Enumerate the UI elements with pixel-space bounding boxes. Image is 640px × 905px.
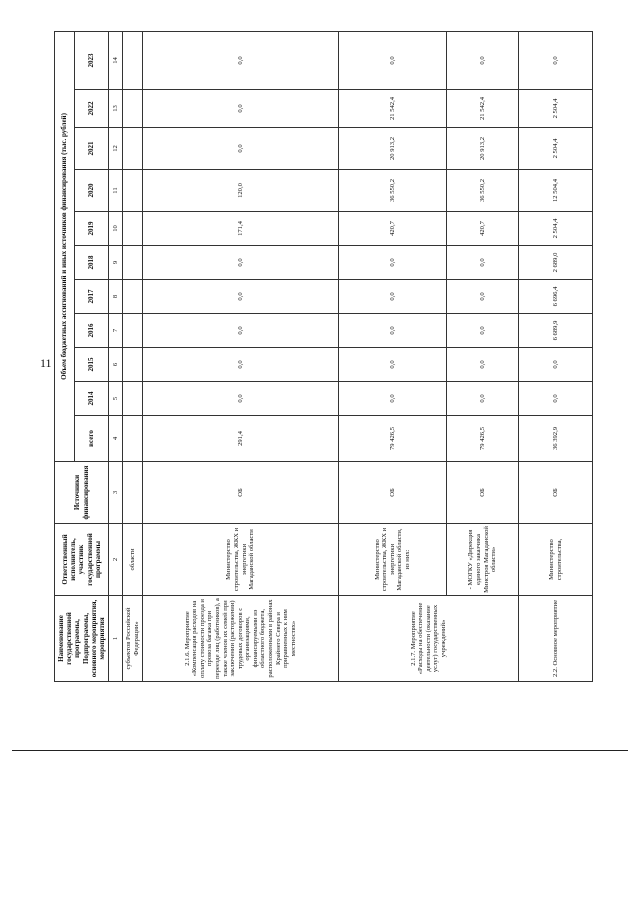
row-value: 0,0 [447, 348, 519, 382]
row-value: 12 504,4 [519, 170, 593, 212]
row-value: 2 504,4 [519, 128, 593, 170]
header-year: 2021 [75, 128, 109, 170]
header-volume: Объем бюджетных ассигнований и иных источников финансирования (тыс. рублей) [55, 31, 75, 461]
row-executor: Министерство строительства, ЖКХ и энергетики Магаданской области, из них: [339, 524, 447, 596]
row-source: ОБ [519, 462, 593, 524]
row-value: 2 504,4 [519, 90, 593, 128]
row-value: 0,0 [339, 314, 447, 348]
header-year: 2017 [75, 280, 109, 314]
row-name: 2.2. Основное мероприятие [519, 596, 593, 682]
row-value: 0,0 [339, 382, 447, 416]
column-number: 6 [109, 348, 123, 382]
header-executor: Ответственный исполнитель, участник государственной программы [55, 524, 109, 596]
row-source: ОБ [339, 462, 447, 524]
row-value: 0,0 [519, 31, 593, 89]
column-number: 10 [109, 212, 123, 246]
row-value: 0,0 [143, 128, 339, 170]
row-value: 171,4 [143, 212, 339, 246]
rotated-table-wrapper [54, 32, 592, 682]
row-value: 21 542,4 [447, 90, 519, 128]
column-number: 14 [109, 31, 123, 89]
row-value: 0,0 [143, 246, 339, 280]
table-row [339, 31, 447, 681]
row-value: 0,0 [447, 31, 519, 89]
row-value [123, 170, 143, 212]
row-value: 0,0 [143, 314, 339, 348]
header-year: 2014 [75, 382, 109, 416]
row-value: 6 689,9 [519, 314, 593, 348]
row-value: 0,0 [519, 382, 593, 416]
row-value [123, 348, 143, 382]
row-value [123, 314, 143, 348]
row-executor: - МОГКУ «Дирекция единого заказчика Минстроя Магаданской области» [447, 524, 519, 596]
column-number: 9 [109, 246, 123, 280]
row-value: 20 913,2 [447, 128, 519, 170]
row-executor: Министерство строительства, ЖКХ и энергетики Магаданской области [143, 524, 339, 596]
budget-table [54, 31, 593, 682]
header-year: 2015 [75, 348, 109, 382]
row-total: 36 392,9 [519, 416, 593, 462]
row-value [123, 31, 143, 89]
row-value: 0,0 [339, 31, 447, 89]
row-value: 0,0 [143, 280, 339, 314]
row-source: ОБ [447, 462, 519, 524]
header-year: 2019 [75, 212, 109, 246]
horizontal-rule [12, 750, 628, 751]
header-year: 2018 [75, 246, 109, 280]
column-number: 2 [109, 524, 123, 596]
column-number: 12 [109, 128, 123, 170]
row-value [123, 212, 143, 246]
row-value: 2 504,4 [519, 212, 593, 246]
row-total: 79 426,5 [447, 416, 519, 462]
row-value: 0,0 [339, 280, 447, 314]
header-year: 2016 [75, 314, 109, 348]
row-total [123, 416, 143, 462]
row-value: 420,7 [447, 212, 519, 246]
row-executor: области [123, 524, 143, 596]
header-total: всего [75, 416, 109, 462]
row-value [123, 246, 143, 280]
row-total: 79 426,5 [339, 416, 447, 462]
row-value: 36 550,2 [339, 170, 447, 212]
header-year: 2022 [75, 90, 109, 128]
row-value [123, 382, 143, 416]
column-number: 8 [109, 280, 123, 314]
row-executor: Министерство строительства, [519, 524, 593, 596]
row-value: 0,0 [143, 31, 339, 89]
table-row [519, 31, 593, 681]
row-value: 0,0 [339, 348, 447, 382]
row-source [123, 462, 143, 524]
table-row [143, 31, 339, 681]
row-value [123, 90, 143, 128]
table-row [447, 31, 519, 681]
page-number: 11 [40, 356, 52, 370]
row-value: 0,0 [143, 382, 339, 416]
row-value [123, 128, 143, 170]
column-number: 4 [109, 416, 123, 462]
column-number: 13 [109, 90, 123, 128]
row-value: 36 550,2 [447, 170, 519, 212]
row-value: 0,0 [447, 246, 519, 280]
row-value: 0,0 [339, 246, 447, 280]
row-name: 2.1.7. Мероприятие «Расходы на обеспечение деятельности (оказание услуг) государственных учреждений» [339, 596, 519, 682]
header-name: Наименование государственной программы, Подпрограммы, основного мероприятия, мероприятия [55, 596, 109, 682]
column-number: 1 [109, 596, 123, 682]
row-total: 291,4 [143, 416, 339, 462]
row-value: 0,0 [143, 90, 339, 128]
row-value [123, 280, 143, 314]
row-value: 6 696,4 [519, 280, 593, 314]
row-value: 0,0 [143, 348, 339, 382]
row-value: 2 689,0 [519, 246, 593, 280]
row-value: 120,0 [143, 170, 339, 212]
row-value: 0,0 [447, 314, 519, 348]
row-value: 0,0 [519, 348, 593, 382]
column-number: 3 [109, 462, 123, 524]
row-name: субъектов Российской Федерации» [123, 596, 143, 682]
column-number: 11 [109, 170, 123, 212]
row-value: 0,0 [447, 382, 519, 416]
column-number: 5 [109, 382, 123, 416]
row-value: 420,7 [339, 212, 447, 246]
header-source: Источники финансирования [55, 462, 109, 524]
column-number: 7 [109, 314, 123, 348]
row-value: 21 542,4 [339, 90, 447, 128]
row-value: 0,0 [447, 280, 519, 314]
row-value: 20 913,2 [339, 128, 447, 170]
row-source: ОБ [143, 462, 339, 524]
header-year: 2023 [75, 31, 109, 89]
row-name: 2.1.6. Мероприятие «Компенсация расходов на оплату стоимости проезда и провоза багажа при переезде лиц (работников), а также членов их семей при заключении (расторжении) трудовых договоров с организациями, финансируемыми из областного бюджета, расположенными в районах Крайнего Севера и приравненных к ним местностях» [143, 596, 339, 682]
table-row [123, 31, 143, 681]
header-year: 2020 [75, 170, 109, 212]
